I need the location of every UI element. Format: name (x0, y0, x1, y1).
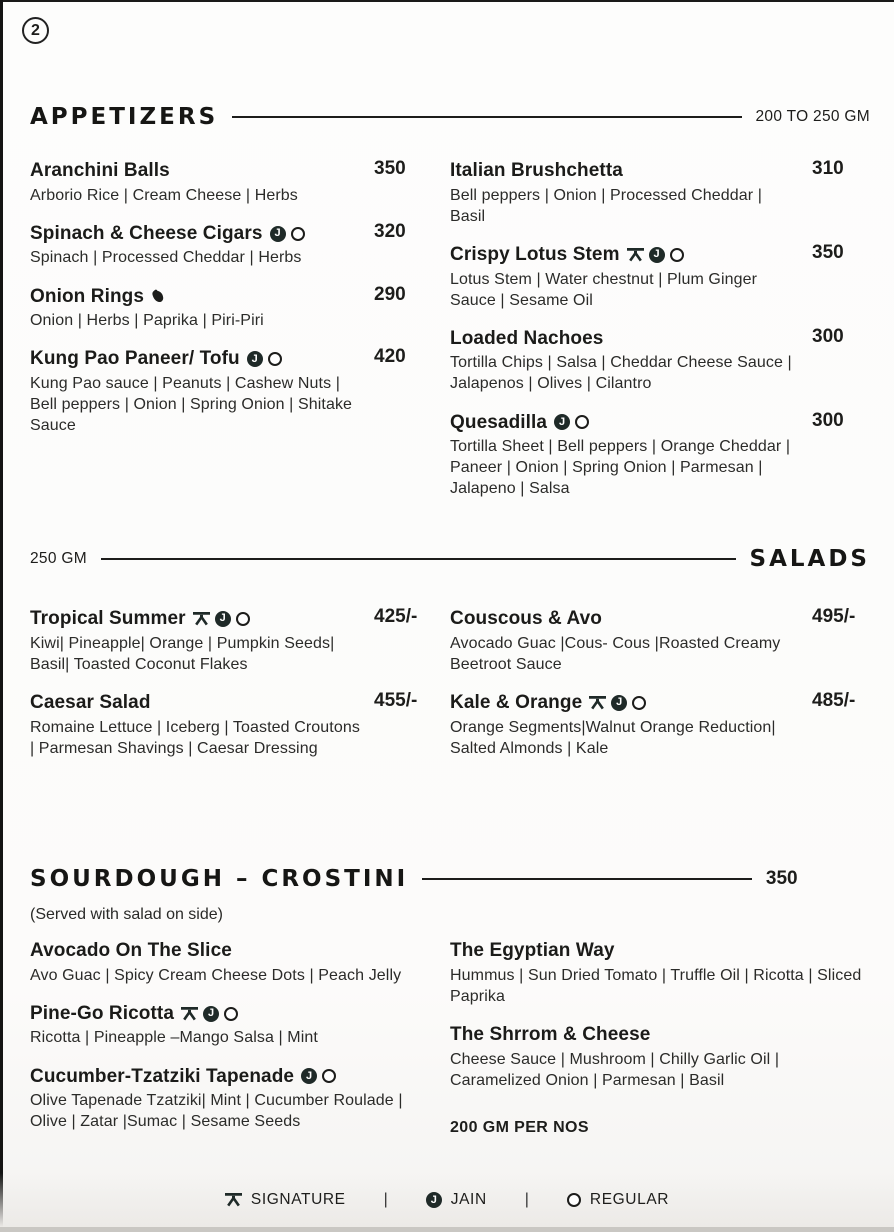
menu-item-title (450, 1022, 866, 1048)
jain-icon: J (203, 1006, 219, 1022)
dietary-icons (151, 289, 164, 303)
menu-item (450, 410, 874, 500)
legend-footer (0, 1173, 894, 1227)
item-name: Cucumber-Tzatziki Tapenade (30, 1065, 295, 1087)
portion-note: 200 TO 250 GM (755, 108, 870, 125)
section-header-sourdough (30, 866, 870, 892)
menu-item-main (30, 1001, 436, 1049)
item-name: Caesar Salad (30, 691, 151, 713)
menu-item (450, 1022, 874, 1091)
jain-icon: J (611, 695, 627, 711)
signature-icon (225, 1193, 242, 1207)
page-left-border (0, 0, 3, 1232)
chili-icon (151, 289, 164, 303)
item-description: Avocado Guac |Cous- Cous |Roasted Creamy Beetroot Sauce (450, 634, 781, 673)
dietary-icons (589, 695, 646, 711)
menu-item-title (30, 284, 362, 310)
sourdough-column-right (450, 938, 874, 1147)
menu-item (30, 158, 436, 206)
menu-item (450, 158, 874, 227)
legend-label: REGULAR (589, 1191, 670, 1208)
item-name: Pine-Go Ricotta (30, 1002, 175, 1024)
menu-item-main (30, 1064, 436, 1133)
menu-item-main (450, 690, 808, 759)
item-description: Spinach | Processed Cheddar | Herbs (30, 249, 302, 267)
menu-item-title (30, 938, 428, 964)
item-name: Spinach & Cheese Cigars (30, 222, 263, 244)
menu-item-main (450, 1022, 874, 1091)
item-description: Kung Pao sauce | Peanuts | Cashew Nuts | Bell peppers | Onion | Spring Onion | Shitake Sauce (30, 374, 353, 435)
item-name: The Shrrom & Cheese (450, 1023, 651, 1045)
item-description: Avo Guac | Spicy Cream Cheese Dots | Peach Jelly (30, 966, 402, 984)
appetizers-column-left (30, 158, 436, 515)
menu-item-title (30, 158, 362, 184)
dietary-icons (193, 611, 250, 627)
divider-line (232, 116, 741, 118)
item-price: 300 (812, 325, 844, 347)
menu-item-title (450, 606, 800, 632)
menu-item-title (450, 690, 800, 716)
menu-item (30, 690, 436, 759)
menu-item-main (30, 158, 370, 206)
menu-item (450, 606, 874, 675)
jain-icon: J (301, 1068, 317, 1084)
menu-item-title (450, 938, 866, 964)
menu-item-title (30, 1064, 428, 1090)
item-description: Arborio Rice | Cream Cheese | Herbs (30, 186, 298, 204)
jain-icon: J (426, 1192, 442, 1208)
item-name: Onion Rings (30, 285, 145, 307)
item-description: Romaine Lettuce | Iceberg | Toasted Croutons | Parmesan Shavings | Caesar Dressing (30, 718, 360, 757)
item-price: 300 (812, 409, 844, 431)
item-description: Onion | Herbs | Paprika | Piri-Piri (30, 312, 264, 330)
appetizers-column-right (450, 158, 874, 515)
jain-icon: J (247, 351, 263, 367)
dietary-icons (270, 226, 305, 242)
menu-item-title (450, 242, 800, 268)
page-number-badge (22, 17, 49, 44)
divider-line (422, 878, 752, 880)
item-price: 485/- (812, 689, 856, 711)
menu-item-main (30, 284, 370, 332)
dietary-icons (181, 1006, 238, 1022)
regular-icon (632, 696, 646, 710)
legend-item-jain (426, 1191, 487, 1209)
jain-icon: J (554, 414, 570, 430)
item-description: Kiwi| Pineapple| Orange | Pumpkin Seeds| Basil| Toasted Coconut Flakes (30, 634, 335, 673)
item-name: Italian Brushchetta (450, 160, 623, 181)
legend-label: SIGNATURE (250, 1191, 346, 1208)
item-description: Orange Segments|Walnut Orange Reduction| Salted Almonds | Kale (450, 718, 776, 757)
signature-icon (589, 696, 606, 710)
menu-item-title (450, 410, 800, 436)
item-name: Aranchini Balls (30, 160, 170, 181)
page-top-edge (0, 0, 894, 2)
section-header-salads (30, 546, 870, 572)
appetizers-items (30, 158, 874, 515)
dietary-icons (247, 351, 282, 367)
menu-item-main (450, 158, 808, 227)
menu-item-main (450, 938, 874, 1007)
item-price: 350 (812, 241, 844, 263)
page-number: 2 (31, 21, 40, 39)
menu-item (30, 938, 436, 986)
legend-separator: | (524, 1191, 529, 1208)
divider-line (101, 558, 736, 560)
menu-item-main (450, 242, 808, 311)
item-price: 310 (812, 158, 844, 179)
item-description: Bell peppers | Onion | Processed Cheddar | Basil (450, 186, 762, 225)
page-bottom-edge (0, 1227, 894, 1232)
salads-column-right (450, 606, 874, 774)
jain-icon: J (270, 226, 286, 242)
dietary-icons (627, 247, 684, 263)
signature-icon (627, 248, 644, 262)
menu-item-title (30, 346, 362, 372)
legend-item-signature (225, 1191, 346, 1209)
item-name: The Egyptian Way (450, 940, 615, 961)
menu-item (450, 326, 874, 395)
legend (225, 1191, 669, 1209)
jain-icon: J (649, 247, 665, 263)
item-price: 425/- (374, 606, 418, 627)
item-name: Kung Pao Paneer/ Tofu (30, 348, 240, 370)
menu-item-title (30, 221, 362, 247)
regular-icon (291, 227, 305, 241)
item-price: 495/- (812, 606, 856, 627)
regular-icon (224, 1007, 238, 1021)
item-description: Ricotta | Pineapple –Mango Salsa | Mint (30, 1029, 318, 1047)
item-description: Tortilla Chips | Salsa | Cheddar Cheese Sauce | Jalapenos | Olives | Cilantro (450, 354, 792, 393)
sourdough-column-left (30, 938, 436, 1147)
item-description: Cheese Sauce | Mushroom | Chilly Garlic Oil | Caramelized Onion | Parmesan | Basil (450, 1050, 780, 1089)
item-price: 290 (374, 283, 406, 305)
item-name: Tropical Summer (30, 608, 186, 629)
item-price: 455/- (374, 689, 418, 711)
menu-item-main (450, 326, 808, 395)
menu-item-title (450, 158, 800, 184)
menu-item-main (450, 606, 808, 675)
signature-icon (181, 1007, 198, 1021)
item-price: 320 (374, 220, 406, 242)
regular-icon (575, 415, 589, 429)
item-price: 420 (374, 346, 406, 368)
menu-item-main (30, 690, 370, 759)
menu-item-title (450, 326, 800, 352)
menu-item-title (30, 606, 362, 632)
item-description: Lotus Stem | Water chestnut | Plum Ginger Sauce | Sesame Oil (450, 270, 758, 309)
item-name: Loaded Nachoes (450, 327, 604, 349)
menu-item-title (30, 690, 362, 716)
regular-icon (268, 352, 282, 366)
regular-icon (236, 612, 250, 626)
menu-item-main (30, 221, 370, 269)
regular-icon (322, 1069, 336, 1083)
section-header-appetizers (30, 104, 870, 130)
item-description: Hummus | Sun Dried Tomato | Truffle Oil | Ricotta | Sliced Paprika (450, 966, 862, 1005)
item-name: Crispy Lotus Stem (450, 243, 620, 265)
menu-item-main (450, 410, 808, 500)
legend-item-regular (567, 1191, 669, 1209)
legend-separator: | (383, 1191, 388, 1208)
menu-item (30, 346, 436, 436)
section-title: SALADS (749, 546, 870, 572)
salads-column-left (30, 606, 436, 774)
salads-items (30, 606, 874, 774)
dietary-icons (554, 414, 589, 430)
menu-item-main (30, 938, 436, 986)
section-title: SOURDOUGH – CROSTINI (30, 866, 409, 892)
item-name: Couscous & Avo (450, 608, 603, 629)
item-name: Kale & Orange (450, 691, 583, 713)
menu-item-main (30, 346, 370, 436)
regular-icon (567, 1193, 581, 1207)
section-price: 350 (765, 868, 798, 889)
portion-note: 250 GM (30, 550, 87, 567)
item-name: Avocado On The Slice (30, 940, 232, 961)
item-description: Tortilla Sheet | Bell peppers | Orange Cheddar | Paneer | Onion | Spring Onion | Parmesan | Jalapeno | Salsa (450, 438, 791, 498)
dietary-icons (301, 1068, 336, 1084)
item-name: Quesadilla (450, 411, 548, 433)
menu-item-main (30, 606, 370, 675)
menu-item (30, 221, 436, 269)
sourdough-items (30, 938, 874, 1147)
section-title: APPETIZERS (30, 104, 219, 130)
menu-item (30, 1064, 436, 1133)
menu-item (450, 690, 874, 759)
menu-item-title (30, 1001, 428, 1027)
menu-item (30, 606, 436, 675)
menu-item (450, 242, 874, 311)
signature-icon (193, 612, 210, 626)
portion-note: 200 GM PER NOS (450, 1118, 589, 1136)
item-price: 350 (374, 158, 406, 179)
regular-icon (670, 248, 684, 262)
jain-icon: J (215, 611, 231, 627)
item-description: Olive Tapenade Tzatziki| Mint | Cucumber Roulade | Olive | Zatar |Sumac | Sesame Seeds (30, 1092, 403, 1131)
legend-label: JAIN (450, 1191, 487, 1208)
section-subtitle: (Served with salad on side) (30, 906, 223, 923)
menu-item (450, 938, 874, 1007)
menu-item (30, 1001, 436, 1049)
menu-item (30, 284, 436, 332)
